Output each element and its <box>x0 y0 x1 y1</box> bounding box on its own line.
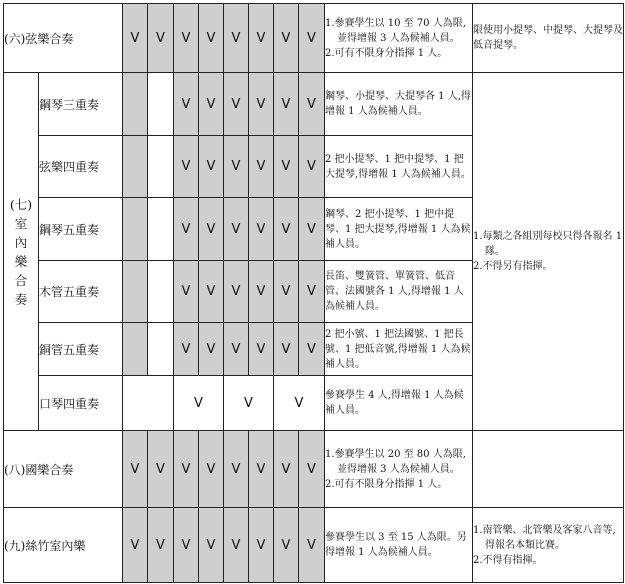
check-mark: V <box>224 508 249 583</box>
check-mark: V <box>174 198 199 261</box>
check-mark: V <box>274 198 299 261</box>
sub-label: 口琴四重奏 <box>39 376 123 431</box>
check-mark: V <box>299 136 325 198</box>
check-mark: V <box>199 136 224 198</box>
check-mark: V <box>148 431 174 508</box>
check-mark: V <box>249 261 274 323</box>
sub-note: 2 把小提琴、1 把中提琴、1 把大提琴,得增報 1 人為候補人員。 <box>325 136 473 198</box>
check-mark: V <box>249 136 274 198</box>
check-mark: V <box>249 508 274 583</box>
check-mark: V <box>274 508 299 583</box>
row-label: (八)國樂合奏 <box>4 431 123 508</box>
sub-note: 參賽學生 4 人,得增報 1 人為候補人員。 <box>325 376 473 431</box>
check-mark: V <box>174 323 199 376</box>
sub-label: 弦樂四重奏 <box>39 136 123 198</box>
check-mark: V <box>249 4 274 73</box>
check-mark: V <box>174 4 199 73</box>
row-silk-bamboo <box>4 508 624 583</box>
check-mark: V <box>199 508 224 583</box>
check-mark: V <box>299 73 325 136</box>
check-mark: V <box>224 4 249 73</box>
row-notes <box>325 4 473 73</box>
check-mark: V <box>123 431 148 508</box>
row-label: (六)弦樂合奏 <box>4 4 123 73</box>
sub-note: 長笛、雙簧管、單簧管、低音管、法國號各 1 人,得增報 1 人為候補人員。 <box>325 261 473 323</box>
check-mark: V <box>274 431 299 508</box>
sub-note: 2 把小號、1 把法國號、1 把長號、1 把低音號,得增報 1 人為候補人員。 <box>325 323 473 376</box>
row-piano-trio <box>4 73 624 136</box>
row-label: (九)絲竹室內樂 <box>4 508 123 583</box>
sub-label: 鋼琴三重奏 <box>39 73 123 136</box>
check-mark: V <box>174 261 199 323</box>
note-line: 2.可有不限身分指揮 1 人。 <box>325 478 448 490</box>
check-mark: V <box>274 376 325 431</box>
row-remark: 1.南管樂、北管樂及客家八音等,得報名本類比賽。 2.不得有指揮。 <box>473 508 624 583</box>
check-mark: V <box>199 323 224 376</box>
check-mark: V <box>299 4 325 73</box>
check-mark: V <box>174 508 199 583</box>
check-mark: V <box>224 136 249 198</box>
check-mark: V <box>249 198 274 261</box>
check-mark: V <box>224 261 249 323</box>
category-chamber-ensemble: (七) 室 內 樂 合 奏 <box>4 73 39 431</box>
check-mark: V <box>224 198 249 261</box>
check-mark: V <box>174 376 224 431</box>
row-notes: 參賽學生以 3 至 15 人為限。另得增報 1 人為候補人員。 <box>325 508 473 583</box>
check-mark: V <box>249 323 274 376</box>
row-remark: 限使用小提琴、中提琴、大提琴及低音提琴。 <box>473 4 624 73</box>
check-mark: V <box>148 508 174 583</box>
check-mark: V <box>299 323 325 376</box>
check-mark: V <box>249 431 274 508</box>
row-remark-empty <box>473 431 624 508</box>
check-mark: V <box>123 508 148 583</box>
sub-note: 鋼琴、2 把小提琴、1 把中提琴、1 把大提琴,得增報 1 人為候補人員。 <box>325 198 473 261</box>
check-mark: V <box>199 261 224 323</box>
sub-label: 鋼琴五重奏 <box>39 198 123 261</box>
check-mark: V <box>174 73 199 136</box>
check-mark: V <box>174 431 199 508</box>
row-chinese-orchestra <box>4 431 624 508</box>
check-mark: V <box>224 323 249 376</box>
check-mark: V <box>299 198 325 261</box>
check-mark: V <box>224 431 249 508</box>
sub-label: 銅管五重奏 <box>39 323 123 376</box>
sub-label: 木管五重奏 <box>39 261 123 323</box>
row-string-ensemble <box>4 4 624 73</box>
check-mark: V <box>148 4 174 73</box>
check-mark: V <box>174 136 199 198</box>
check-mark: V <box>274 136 299 198</box>
note-line: 1.參賽學生以 20 至 80 人為限,並得增報 3 人為候補人員。 <box>325 448 466 475</box>
check-mark: V <box>274 73 299 136</box>
sub-note: 鋼琴、小提琴、大提琴各 1 人,得增報 1 人為候補人員。 <box>325 73 473 136</box>
check-mark: V <box>224 376 274 431</box>
check-mark: V <box>199 73 224 136</box>
check-mark: V <box>274 323 299 376</box>
check-mark: V <box>299 431 325 508</box>
check-mark: V <box>249 73 274 136</box>
check-mark: V <box>224 73 249 136</box>
check-mark: V <box>274 261 299 323</box>
check-mark: V <box>123 4 148 73</box>
note-line: 2.可有不限身分指揮 1 人。 <box>325 47 448 59</box>
check-mark: V <box>299 261 325 323</box>
check-mark: V <box>199 198 224 261</box>
note-line: 1.參賽學生以 10 至 70 人為限,並得增報 3 人為候補人員。 <box>325 17 466 44</box>
rules-table <box>3 3 624 583</box>
row-notes <box>325 431 473 508</box>
check-mark: V <box>199 4 224 73</box>
check-mark: V <box>274 4 299 73</box>
chamber-remark: 1.每類之各組別每校只得各報名 1 隊。 2.不得另有指揮。 <box>473 73 624 431</box>
check-mark: V <box>199 431 224 508</box>
check-mark: V <box>299 508 325 583</box>
